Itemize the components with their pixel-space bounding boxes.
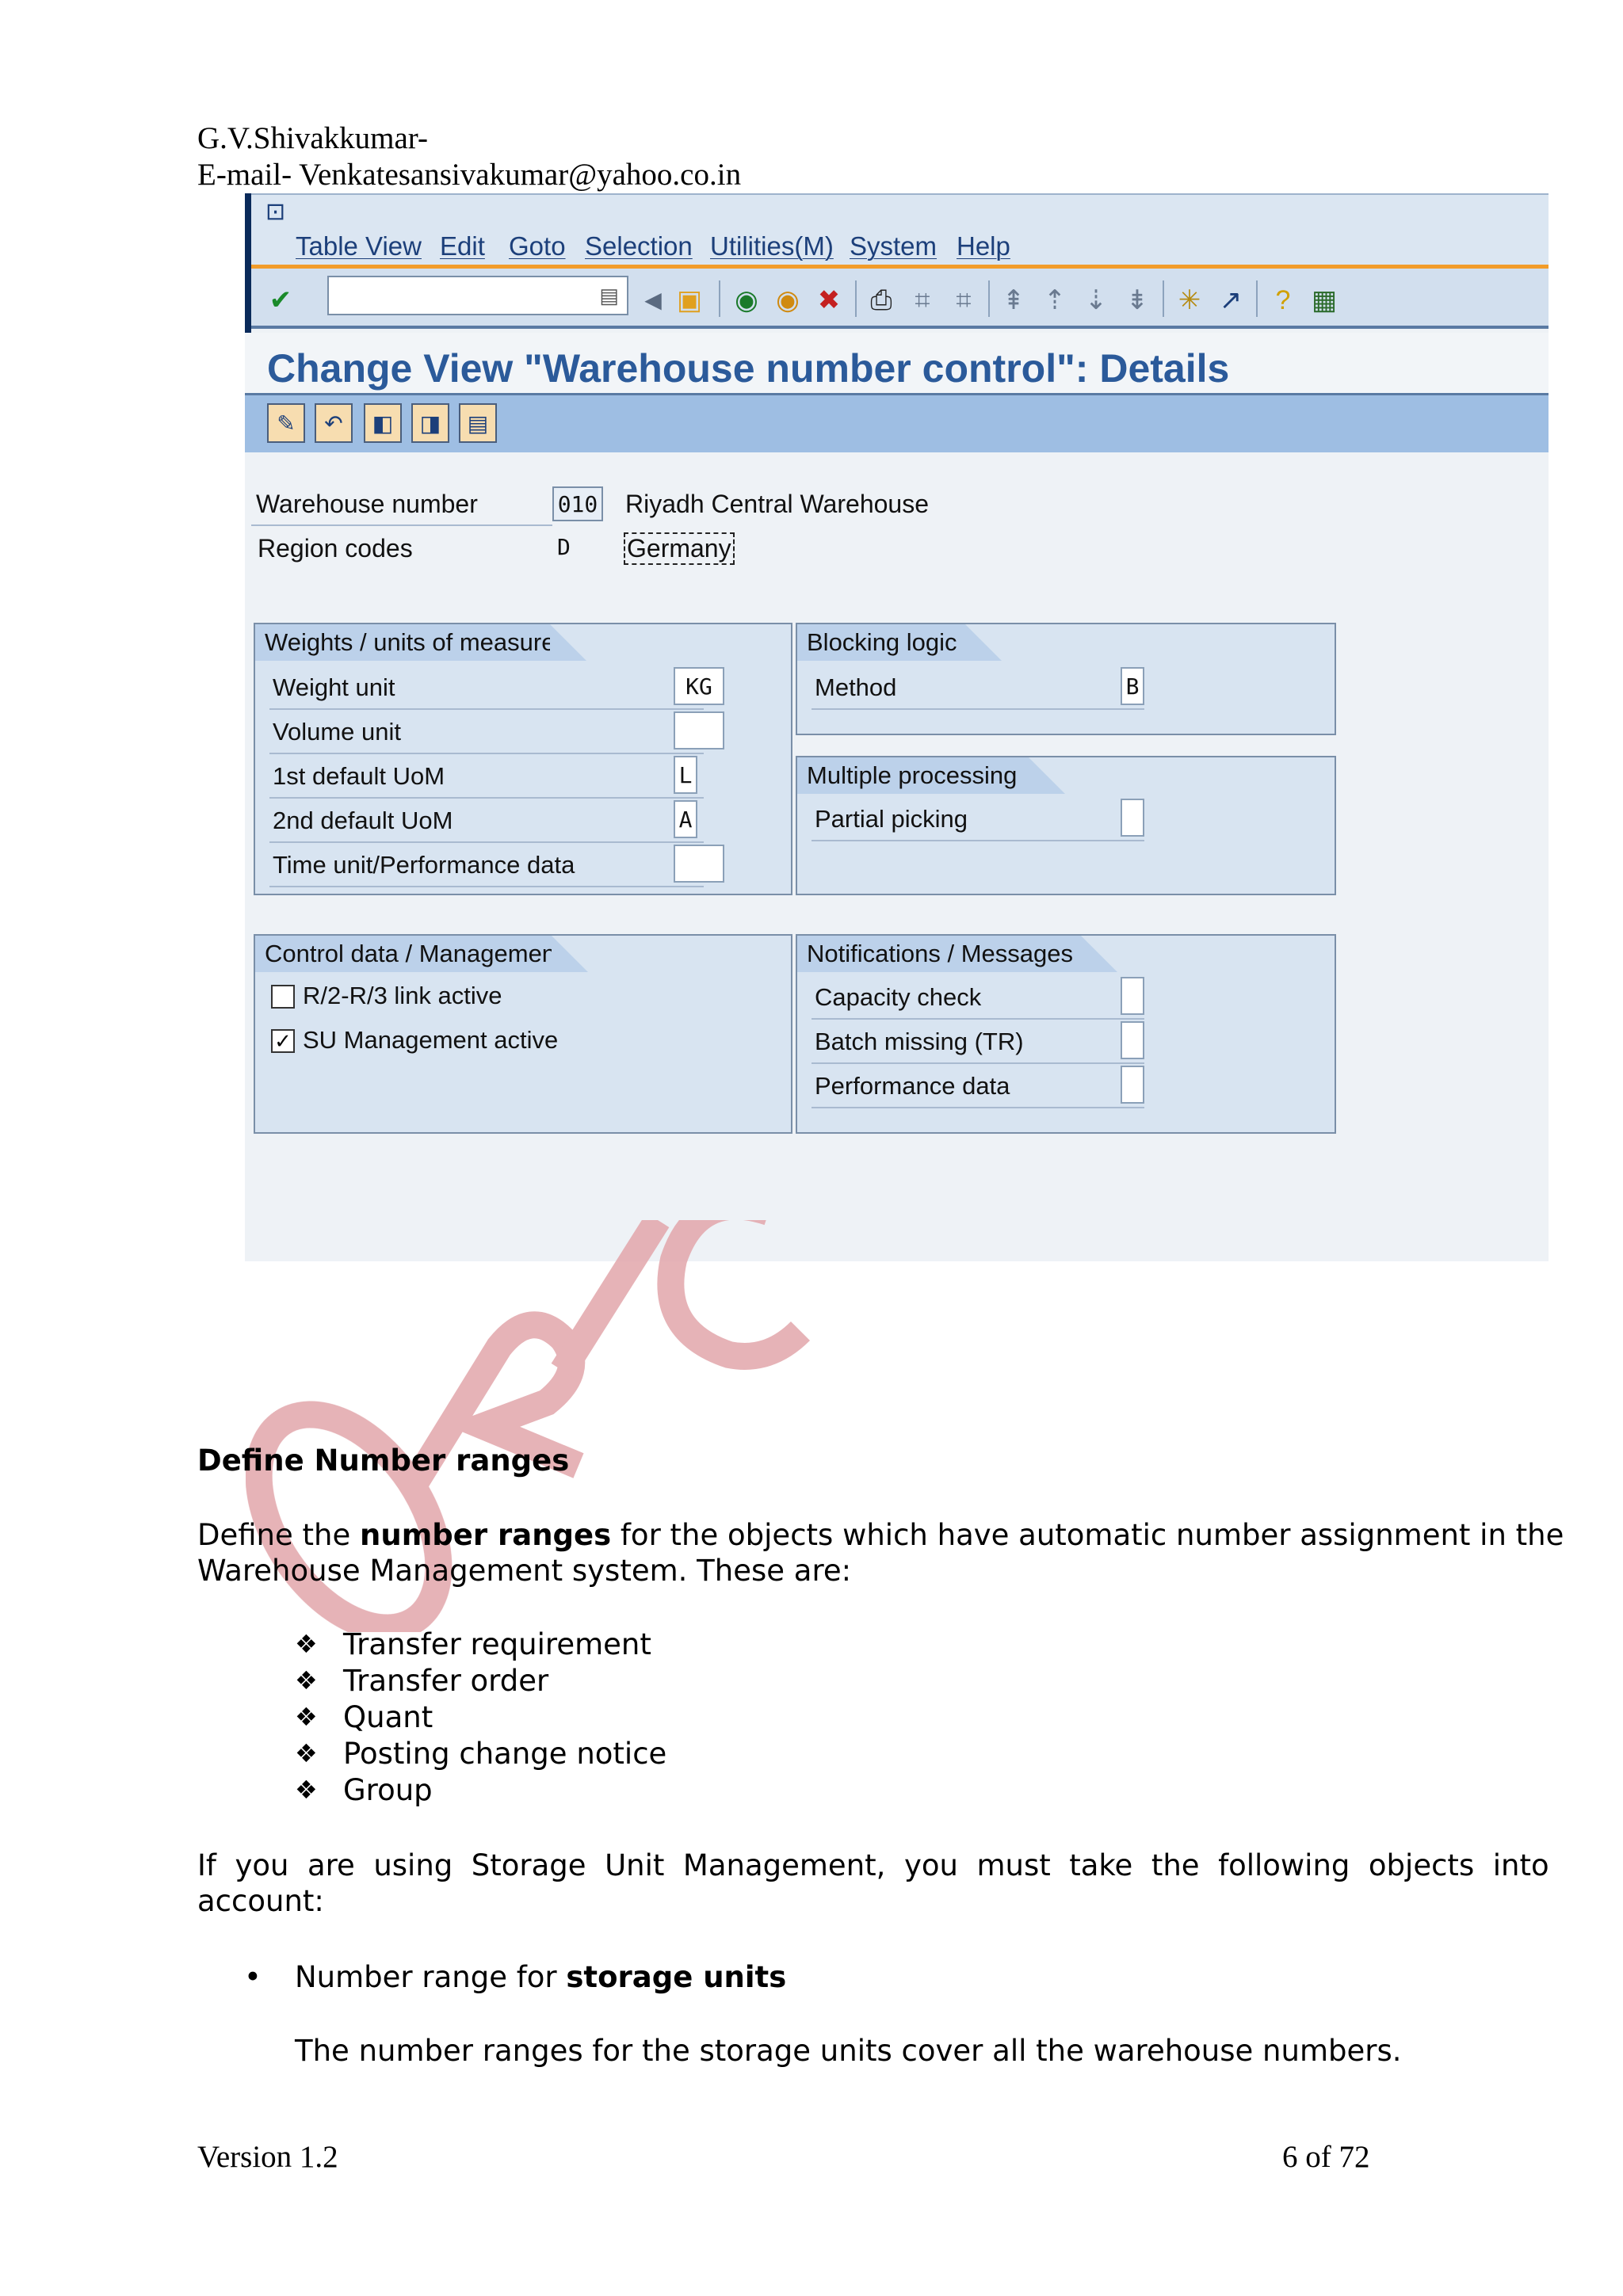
batch-missing-input[interactable]: [1121, 1021, 1144, 1059]
diamond-bullet-icon: ❖: [295, 1629, 318, 1659]
su-management-checkbox[interactable]: ✓: [271, 1029, 295, 1053]
dot-bullet-icon: •: [244, 1960, 262, 1994]
undo-icon[interactable]: ↶: [315, 403, 353, 443]
command-input[interactable]: [329, 277, 590, 314]
print-icon[interactable]: ⎙: [870, 285, 892, 315]
next-entry-icon[interactable]: ◨: [411, 403, 449, 443]
title-bar: [245, 333, 1549, 395]
command-field[interactable]: [327, 276, 628, 315]
row-line: [269, 797, 704, 799]
cancel-icon[interactable]: ✖: [817, 285, 841, 315]
volume-unit-label: Volume unit: [273, 718, 401, 746]
previous-page-icon[interactable]: ⇡: [1043, 285, 1067, 315]
screen-title: Change View "Warehouse number control": Details: [267, 346, 1230, 391]
command-history-icon[interactable]: ▤: [599, 284, 619, 307]
diamond-bullet-icon: ❖: [295, 1775, 318, 1805]
back-icon[interactable]: ◉: [735, 285, 758, 315]
su-management-label: SU Management active: [303, 1026, 559, 1054]
capacity-check-input[interactable]: [1121, 977, 1144, 1015]
paragraph-2-line-2: account:: [197, 1884, 324, 1918]
row-line: [812, 708, 1144, 710]
paragraph-1-line-1: [197, 1518, 1564, 1552]
diamond-bullet-icon: ❖: [295, 1738, 318, 1768]
bullet-bold: storage units: [566, 1960, 787, 1994]
time-unit-input[interactable]: [674, 845, 724, 883]
para1-bold: number ranges: [360, 1518, 612, 1552]
r2-r3-link-label: R/2-R/3 link active: [303, 982, 502, 1009]
second-default-uom-label: 2nd default UoM: [273, 807, 453, 834]
capacity-check-label: Capacity check: [815, 983, 982, 1011]
menu-selection[interactable]: Selection: [585, 231, 693, 261]
new-session-icon[interactable]: ✳: [1178, 285, 1201, 315]
region-name-text: Germany: [624, 532, 735, 565]
field-underline: [251, 524, 552, 526]
toolbar-separator: [988, 280, 990, 317]
toolbar-separator: [855, 280, 857, 317]
weight-unit-label: Weight unit: [273, 673, 395, 701]
exit-icon[interactable]: ◉: [776, 285, 800, 315]
next-page-icon[interactable]: ⇣: [1084, 285, 1108, 315]
notifications-title: Notifications / Messages: [797, 936, 1081, 972]
bullet-text: Number range for: [295, 1960, 567, 1994]
notifications-group: [796, 934, 1336, 1134]
row-line: [812, 1018, 1144, 1020]
footer-version: Version 1.2: [197, 2140, 338, 2174]
menu-bar: [251, 193, 1549, 268]
watermark-letter-o: [246, 1382, 475, 1632]
list-item: Transfer order: [343, 1664, 549, 1698]
last-page-icon[interactable]: ⇟: [1125, 285, 1149, 315]
menu-table-view[interactable]: Table View: [296, 231, 422, 261]
first-default-uom-label: 1st default UoM: [273, 762, 445, 790]
section-heading: Define Number ranges: [197, 1444, 570, 1478]
method-label: Method: [815, 673, 897, 701]
multiple-processing-group: [796, 756, 1336, 895]
partial-picking-label: Partial picking: [815, 805, 968, 833]
warehouse-number-field[interactable]: 010: [552, 486, 603, 521]
first-page-icon[interactable]: ⇞: [1002, 285, 1025, 315]
region-codes-label: Region codes: [258, 534, 413, 563]
multiple-processing-title: Multiple processing: [797, 757, 1029, 794]
window-frame: [245, 193, 251, 333]
warehouse-name-text: Riyadh Central Warehouse: [625, 490, 929, 518]
previous-entry-icon[interactable]: ◧: [364, 403, 402, 443]
blocking-logic-group: [796, 623, 1336, 735]
batch-missing-label: Batch missing (TR): [815, 1028, 1024, 1055]
help-icon[interactable]: ?: [1275, 285, 1291, 315]
row-line: [269, 886, 704, 887]
author-line: G.V.Shivakkumar-: [197, 121, 428, 155]
row-line: [269, 753, 704, 754]
para1-text: Define the: [197, 1518, 361, 1552]
display-change-icon[interactable]: ✎: [267, 403, 305, 443]
find-icon[interactable]: ⌗: [915, 285, 930, 315]
shortcut-icon[interactable]: ↗: [1219, 285, 1243, 315]
paragraph-2-line-1: If you are using Storage Unit Management, you must take the following objects into: [197, 1848, 1549, 1882]
layout-menu-icon[interactable]: ▦: [1311, 285, 1338, 315]
email-line: E-mail- Venkatesansivakumar@yahoo.co.in: [197, 158, 742, 192]
performance-data-input[interactable]: [1121, 1066, 1144, 1104]
menu-utilities[interactable]: Utilities(M): [710, 231, 834, 261]
toolbar-separator: [1163, 280, 1164, 317]
performance-data-label: Performance data: [815, 1072, 1010, 1100]
variable-list-icon[interactable]: ▤: [459, 403, 497, 443]
weights-group: [254, 623, 792, 895]
list-item: Transfer requirement: [343, 1627, 651, 1661]
find-next-icon[interactable]: ⌗: [956, 285, 972, 315]
row-line: [812, 840, 1144, 841]
partial-picking-input[interactable]: [1121, 799, 1144, 837]
region-code-value: D: [557, 534, 571, 560]
list-item: Group: [343, 1773, 433, 1807]
toolbar-separator: [719, 280, 720, 317]
warehouse-number-label: Warehouse number: [256, 490, 478, 518]
weight-unit-input[interactable]: KG: [674, 667, 724, 705]
list-item: Quant: [343, 1700, 433, 1734]
first-default-uom-input[interactable]: L: [674, 756, 697, 794]
bullet-item: [295, 1960, 786, 1994]
paragraph-1-line-2: Warehouse Management system. These are:: [197, 1554, 852, 1588]
paragraph-3: The number ranges for the storage units cover all the warehouse numbers.: [295, 2034, 1402, 2068]
row-line: [269, 841, 704, 843]
list-item: Posting change notice: [343, 1737, 667, 1771]
menu-help[interactable]: Help: [957, 231, 1010, 261]
blocking-logic-title: Blocking logic: [797, 624, 965, 661]
r2-r3-link-checkbox[interactable]: [271, 985, 295, 1009]
diamond-bullet-icon: ❖: [295, 1665, 318, 1695]
collapse-arrow-icon[interactable]: ◀: [644, 288, 662, 312]
method-input[interactable]: B: [1121, 667, 1144, 705]
row-line: [269, 708, 704, 710]
volume-unit-input[interactable]: [674, 711, 724, 749]
save-icon[interactable]: ▣: [676, 285, 703, 315]
toolbar-separator: [1256, 280, 1258, 317]
row-line: [812, 1062, 1144, 1064]
control-data-title: Control data / Management: [255, 936, 552, 972]
enter-check-icon[interactable]: ✔: [269, 285, 292, 315]
menu-goto[interactable]: Goto: [509, 231, 566, 261]
weights-group-title: Weights / units of measure: [255, 624, 550, 661]
para1-text: for the objects which have automatic number assignment in the: [611, 1518, 1564, 1552]
application-toolbar: [245, 395, 1549, 452]
diamond-bullet-icon: ❖: [295, 1702, 318, 1732]
menu-system[interactable]: System: [850, 231, 938, 261]
footer-page: 6 of 72: [1282, 2140, 1370, 2174]
sap-window: [245, 193, 1549, 1261]
menu-corner-icon[interactable]: ⊡: [265, 199, 286, 225]
second-default-uom-input[interactable]: A: [674, 800, 697, 838]
row-line: [812, 1107, 1144, 1108]
time-unit-label: Time unit/Performance data: [273, 851, 575, 879]
menu-edit[interactable]: Edit: [440, 231, 485, 261]
control-data-group: [254, 934, 792, 1134]
